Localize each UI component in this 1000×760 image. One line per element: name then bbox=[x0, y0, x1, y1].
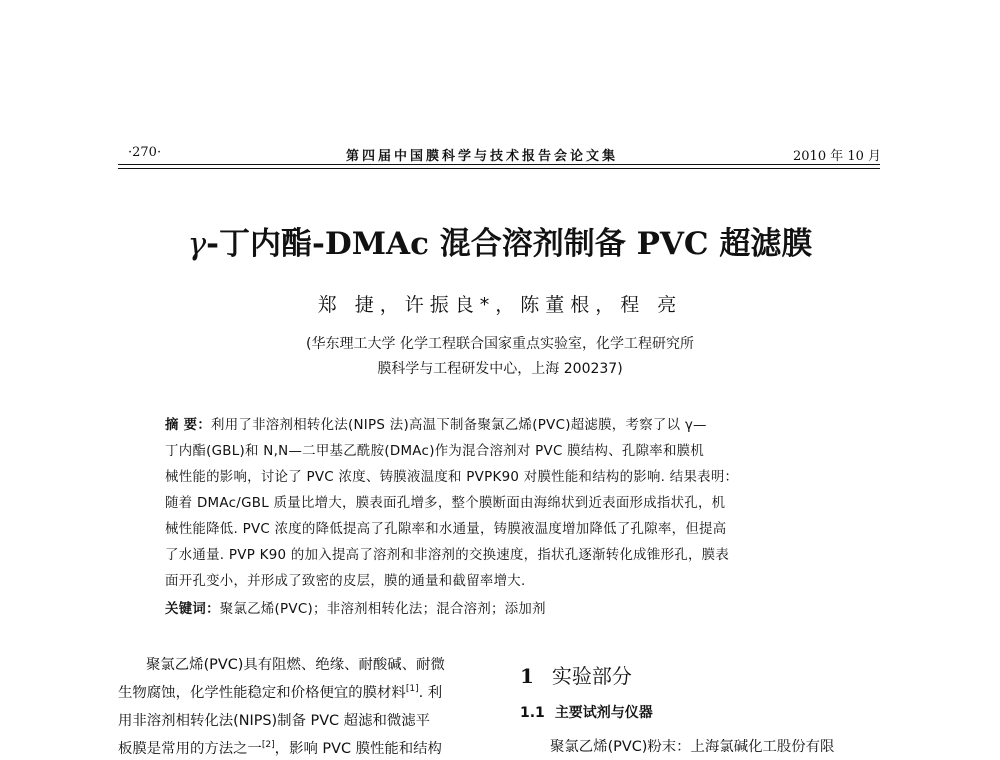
abstract-text: 利用了非溶剂相转化法(NIPS 法)高温下制备聚氯乙烯(PVC)超滤膜，考察了以 γ— bbox=[211, 418, 707, 433]
citation-ref: [1] bbox=[405, 684, 419, 695]
subsection-heading bbox=[520, 702, 653, 722]
journal-title: 第四届中国膜科学与技术报告会论文集 bbox=[346, 149, 619, 164]
header-rule-thin bbox=[118, 168, 880, 169]
page-number: ·270· bbox=[128, 145, 162, 160]
title-gamma: γ bbox=[187, 226, 207, 262]
abstract-line: 械性能降低. PVC 浓度的降低提高了孔隙率和水通量，铸膜液温度增加降低了孔隙率，但提高 bbox=[165, 522, 727, 537]
abstract-line: 械性能的影响，讨论了 PVC 浓度、铸膜液温度和 PVPK90 对膜性能和结构的影响. 结果表明： bbox=[165, 470, 739, 485]
subsection-title: 主要试剂与仪器 bbox=[554, 705, 653, 721]
abstract-line: 丁内酯(GBL)和 N,N—二甲基乙酰胺(DMAc)作为混合溶剂对 PVC 膜结构、孔隙率和膜机 bbox=[165, 444, 705, 459]
abstract-label: 摘 要： bbox=[165, 418, 212, 433]
paper-title bbox=[0, 218, 1000, 263]
abstract-line: 随着 DMAc/GBL 质量比增大，膜表面孔增多，整个膜断面由海绵状到近表面形成指状孔，机 bbox=[165, 496, 726, 511]
intro-text: . 利 bbox=[418, 685, 443, 701]
abstract-line bbox=[165, 414, 880, 433]
intro-text: ，影响 PVC 膜性能和结构 bbox=[274, 741, 442, 757]
intro-line: 聚氯乙烯(PVC)具有阻燃、绝缘、耐酸碱、耐微 bbox=[146, 657, 445, 673]
keywords-text: 聚氯乙烯(PVC)；非溶剂相转化法；混合溶剂；添加剂 bbox=[219, 602, 546, 617]
citation-ref: [2] bbox=[261, 740, 275, 751]
affiliation-line-2: 膜科学与工程研发中心，上海 200237) bbox=[377, 361, 623, 377]
intro-line bbox=[118, 681, 490, 702]
intro-text: 生物腐蚀，化学性能稳定和价格便宜的膜材料 bbox=[118, 685, 406, 701]
abstract-line: 面开孔变小，并形成了致密的皮层，膜的通量和截留率增大. bbox=[165, 574, 526, 589]
abstract-line: 了水通量. PVP K90 的加入提高了溶剂和非溶剂的交换速度，指状孔逐渐转化成锥形孔，膜表 bbox=[165, 548, 730, 563]
title-text: -丁内酯-DMAc 混合溶剂制备 PVC 超滤膜 bbox=[206, 226, 813, 262]
intro-line: 用非溶剂相转化法(NIPS)制备 PVC 超滤和微滤平 bbox=[118, 713, 431, 729]
subsection-number: 1.1 bbox=[520, 705, 545, 721]
keywords-label: 关键词： bbox=[165, 602, 220, 617]
intro-line bbox=[118, 737, 490, 758]
section-heading bbox=[520, 660, 632, 689]
affiliation-line-1: (华东理工大学 化学工程联合国家重点实验室，化学工程研究所 bbox=[306, 336, 694, 352]
authors: 郑 捷，许振良*，陈董根，程 亮 bbox=[317, 294, 683, 316]
section-title: 实验部分 bbox=[551, 664, 632, 688]
section-number: 1 bbox=[520, 664, 534, 688]
intro-text: 板膜是常用的方法之一 bbox=[118, 741, 262, 757]
publication-date: 2010 年 10 月 bbox=[793, 149, 882, 164]
header-rule-thick bbox=[118, 164, 880, 165]
keywords-line bbox=[165, 598, 880, 617]
body-line: 聚氯乙烯(PVC)粉末：上海氯碱化工股份有限 bbox=[550, 739, 835, 755]
